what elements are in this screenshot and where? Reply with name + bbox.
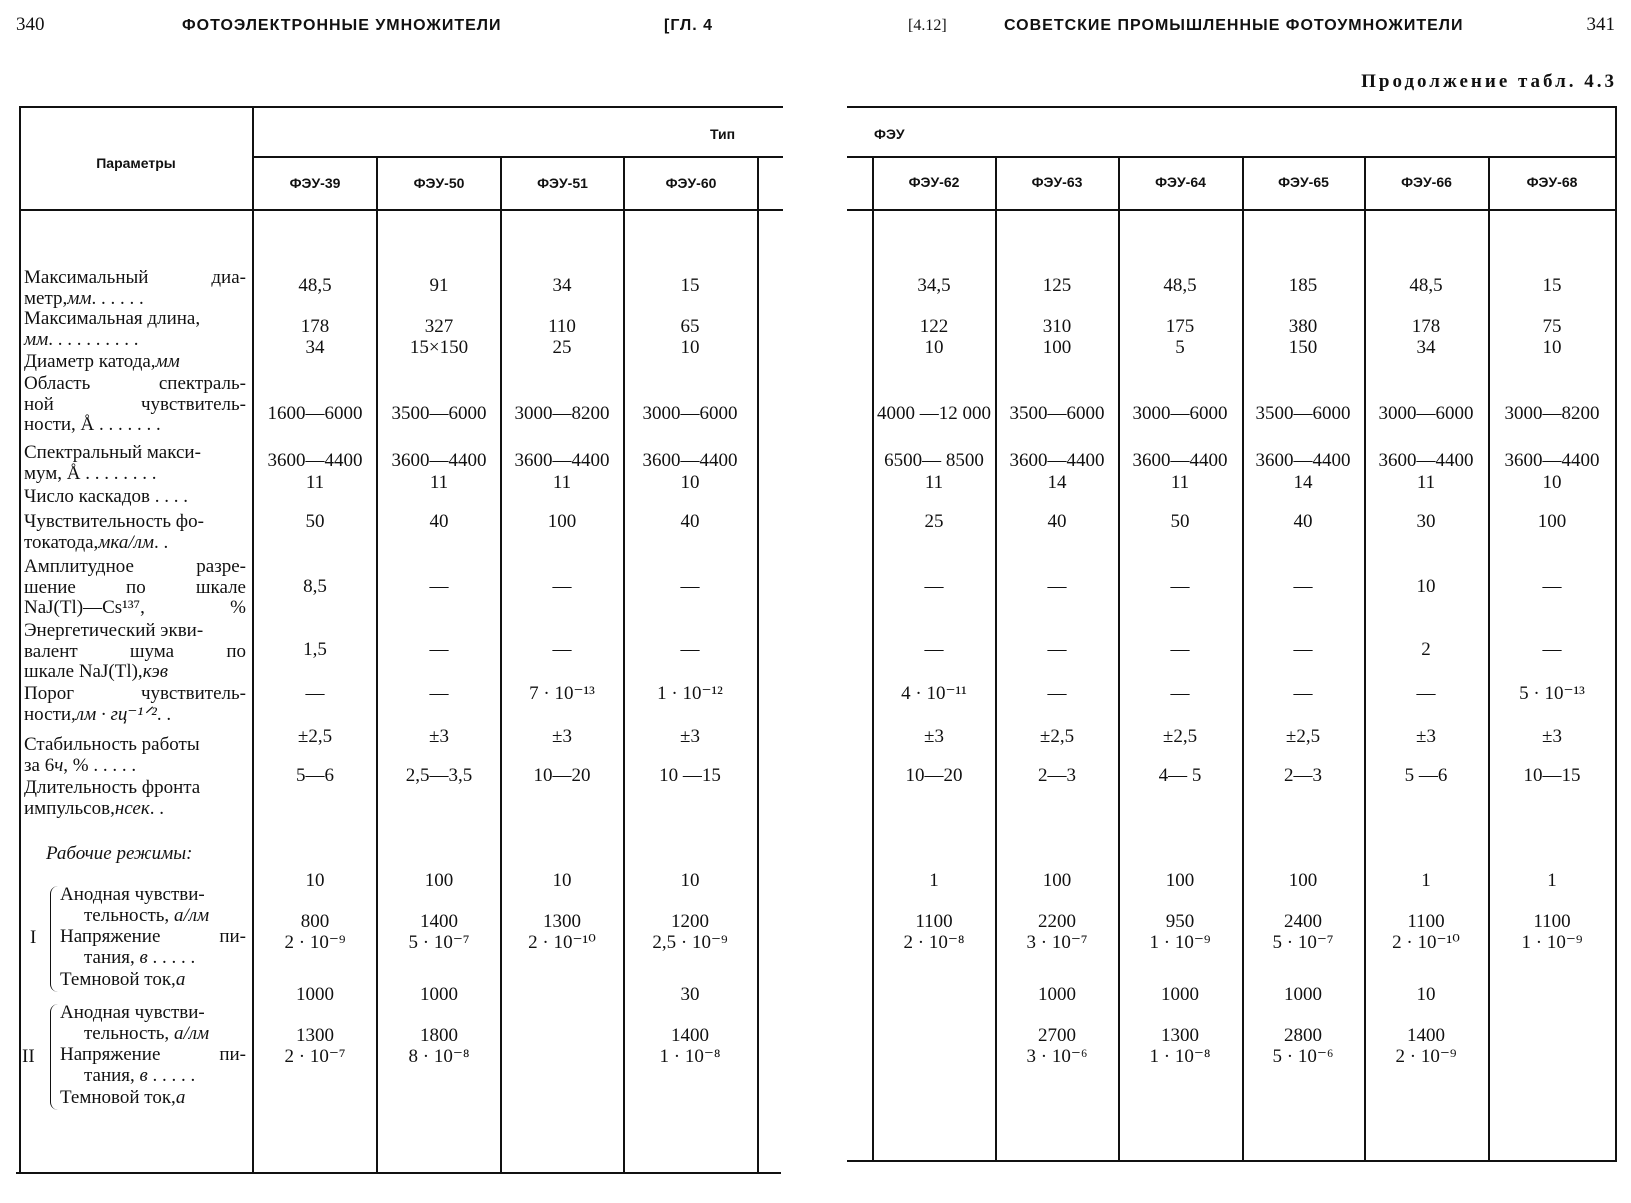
table-cell: 10—15 — [1523, 765, 1581, 786]
column-header: ФЭУ-51 — [537, 175, 588, 191]
column-header: ФЭУ-66 — [1401, 174, 1452, 190]
table-cell: 1000 — [1284, 984, 1322, 1005]
mode-label: I — [30, 927, 37, 948]
table-cell: 327 — [424, 316, 454, 337]
table-cell: 10 — [305, 870, 325, 891]
table-cell: 10 — [1542, 472, 1562, 493]
table-cell: 3600—4400 — [1378, 450, 1474, 471]
table-cell: 2 · 10⁻⁸ — [903, 932, 965, 953]
table-cell: 40 — [1047, 511, 1067, 532]
table-cell: 10 — [552, 870, 572, 891]
table-cell: 5 · 10⁻¹³ — [1519, 683, 1585, 704]
table-cell: — — [1416, 683, 1436, 704]
table-cell: 5 — [1175, 337, 1185, 358]
table-cell: 11 — [429, 472, 449, 493]
table-cell: 34,5 — [917, 275, 951, 296]
table-cell: 125 — [1042, 275, 1072, 296]
table-cell: 2 · 10⁻⁹ — [284, 932, 346, 953]
table-cell: — — [429, 683, 449, 704]
table-cell: 1300 — [543, 911, 581, 932]
table-cell: 14 — [1047, 472, 1067, 493]
header-bottom-rule — [847, 209, 1616, 211]
header-bottom-rule — [19, 209, 783, 211]
table-cell: 100 — [1537, 511, 1567, 532]
table-cell: 4000 —12 000 — [877, 403, 991, 424]
table-cell: 2,5 · 10⁻⁹ — [652, 932, 728, 953]
table-cell: 65 — [680, 316, 700, 337]
param-label: Число каскадов . . . . — [24, 486, 189, 507]
table-cell: 5—6 — [296, 765, 334, 786]
table-cell: 2—3 — [1284, 765, 1322, 786]
col-divider — [623, 156, 625, 1172]
table-cell: 178 — [300, 316, 330, 337]
table-continuation: Продолжение табл. 4.3 — [1361, 71, 1617, 92]
table-cell: 3600—4400 — [1009, 450, 1105, 471]
table-cell: 1800 — [420, 1025, 458, 1046]
param-divider — [252, 106, 254, 1172]
table-cell: 10 — [680, 870, 700, 891]
column-header: ФЭУ-39 — [289, 175, 341, 191]
table-cell: 40 — [429, 511, 449, 532]
param-label: Спектральный макси- мум, Å . . . . . . . . — [24, 442, 201, 484]
col-divider — [500, 156, 502, 1172]
table-cell: 100 — [1165, 870, 1195, 891]
table-cell: 110 — [548, 316, 576, 337]
column-header: ФЭУ-60 — [665, 175, 717, 191]
column-header: ФЭУ-50 — [413, 175, 465, 191]
table-cell: 10 — [1542, 337, 1562, 358]
table-cell: 1000 — [1161, 984, 1199, 1005]
table-cell: 100 — [547, 511, 577, 532]
table-cell: 1 — [1421, 870, 1431, 891]
table-cell: 950 — [1165, 911, 1195, 932]
chapter-ref: [ГЛ. 4 — [664, 17, 714, 34]
table-cell: 10—20 — [905, 765, 963, 786]
col-divider — [757, 156, 759, 1172]
table-cell: 10 — [1416, 576, 1436, 597]
table-cell: 3600—4400 — [391, 450, 487, 471]
table-bottom-rule — [847, 1160, 1616, 1162]
table-cell: ±3 — [429, 726, 449, 747]
brace — [50, 886, 60, 992]
table-cell: 5 · 10⁻⁷ — [408, 932, 470, 953]
table-cell: 2 · 10⁻⁹ — [1395, 1046, 1457, 1067]
page-number-left: 340 — [16, 14, 45, 35]
table-cell: 48,5 — [298, 275, 332, 296]
table-cell: ±2,5 — [1285, 726, 1321, 747]
table-cell: 1 · 10⁻⁹ — [1521, 932, 1583, 953]
table-cell: — — [1047, 576, 1067, 597]
table-top-rule — [847, 106, 1616, 108]
col-divider — [376, 156, 378, 1172]
table-cell: 11 — [924, 472, 944, 493]
table-cell: 4 · 10⁻¹¹ — [901, 683, 967, 704]
table-cell: 15 — [680, 275, 700, 296]
table-cell: 1400 — [420, 911, 458, 932]
param-label: Длительность фронта импульсов, нсек . . — [24, 777, 201, 819]
table-cell: — — [1293, 576, 1313, 597]
table-cell: — — [429, 576, 449, 597]
table-cell: 1300 — [1161, 1025, 1199, 1046]
mode-param-label: Анодная чувстви- тельность, а/лм — [60, 1002, 210, 1044]
table-cell: 3500—6000 — [391, 403, 487, 424]
table-cell: — — [1170, 576, 1190, 597]
table-cell: 2,5—3,5 — [405, 765, 473, 786]
table-cell: 100 — [424, 870, 454, 891]
table-cell: 3600—4400 — [1255, 450, 1351, 471]
column-header: ФЭУ-64 — [1155, 174, 1206, 190]
table-cell: 8 · 10⁻⁸ — [408, 1046, 470, 1067]
table-cell: 10 — [680, 337, 700, 358]
table-cell: — — [429, 639, 449, 660]
table-cell: — — [680, 576, 700, 597]
param-header: Параметры — [96, 155, 176, 171]
table-cell: 122 — [919, 316, 949, 337]
table-left-border — [19, 106, 21, 1172]
table-cell: 3000—6000 — [1378, 403, 1474, 424]
table-cell: 310 — [1042, 316, 1072, 337]
table-cell: 14 — [1293, 472, 1313, 493]
table-cell: 3500—6000 — [1255, 403, 1351, 424]
table-cell: 1100 — [1533, 911, 1571, 932]
table-cell: 3600—4400 — [642, 450, 738, 471]
table-cell: 4— 5 — [1158, 765, 1202, 786]
table-cell: 5 · 10⁻⁶ — [1272, 1046, 1334, 1067]
table-cell: 185 — [1288, 275, 1318, 296]
table-cell: ±2,5 — [1162, 726, 1198, 747]
table-cell: 175 — [1165, 316, 1195, 337]
table-cell: 3600—4400 — [267, 450, 363, 471]
table-cell: 1100 — [1407, 911, 1445, 932]
table-cell: — — [1542, 576, 1562, 597]
table-cell: 100 — [1288, 870, 1318, 891]
table-cell: 91 — [429, 275, 449, 296]
table-cell: 2 · 10⁻⁷ — [284, 1046, 346, 1067]
type-sub-rule — [254, 156, 783, 158]
table-cell: 48,5 — [1409, 275, 1443, 296]
mode-param-label: Темновой ток, а — [60, 969, 186, 990]
table-cell: 34 — [1416, 337, 1436, 358]
left-page — [0, 0, 815, 1203]
table-cell: 10 —15 — [659, 765, 721, 786]
table-cell: 3 · 10⁻⁷ — [1026, 932, 1088, 953]
table-cell: 8,5 — [303, 576, 327, 597]
table-cell: — — [680, 639, 700, 660]
table-cell: 10 — [1416, 984, 1436, 1005]
table-cell: 3600—4400 — [1504, 450, 1600, 471]
param-label: Чувствительность фо- токатода, мка/лм . . — [24, 511, 204, 553]
table-cell: 3600—4400 — [1132, 450, 1228, 471]
column-header: ФЭУ-63 — [1031, 174, 1083, 190]
table-cell: 48,5 — [1163, 275, 1197, 296]
table-cell: 5 —6 — [1404, 765, 1448, 786]
table-cell: 2 · 10⁻¹⁰ — [528, 932, 596, 953]
table-cell: 34 — [552, 275, 572, 296]
table-cell: 3000—8200 — [1504, 403, 1600, 424]
mode-param-label: Напряжение пи- тания, в . . . . . — [60, 1044, 246, 1086]
mode-label: II — [22, 1046, 35, 1067]
table-cell: ±3 — [552, 726, 572, 747]
table-cell: — — [1047, 639, 1067, 660]
column-header: ФЭУ-68 — [1526, 174, 1578, 190]
param-label: Максимальная длина, мм . . . . . . . . . . — [24, 308, 201, 350]
table-cell: 1 · 10⁻⁸ — [1149, 1046, 1211, 1067]
table-cell: 1000 — [296, 984, 334, 1005]
table-cell: 11 — [552, 472, 572, 493]
table-cell: 380 — [1288, 316, 1318, 337]
column-header: ФЭУ-65 — [1278, 174, 1329, 190]
table-cell: 11 — [1170, 472, 1190, 493]
running-title-right: СОВЕТСКИЕ ПРОМЫШЛЕННЫЕ ФОТОУМНОЖИТЕЛИ — [1004, 17, 1464, 34]
type-header: ФЭУ — [874, 126, 905, 142]
table-cell: 2 — [1421, 639, 1431, 660]
table-cell: 11 — [305, 472, 325, 493]
table-cell: 50 — [305, 511, 325, 532]
table-cell: 1200 — [671, 911, 709, 932]
table-cell: 2 · 10⁻¹⁰ — [1392, 932, 1460, 953]
param-label: Диаметр катода, мм — [24, 351, 180, 372]
table-cell: 1600—6000 — [267, 403, 363, 424]
table-cell: 25 — [924, 511, 944, 532]
table-cell: 1000 — [420, 984, 458, 1005]
table-bottom-rule — [16, 1172, 781, 1174]
param-label: Стабильность работы за 6 ч , % . . . . . — [24, 734, 200, 776]
mode-param-label: Анодная чувстви- тельность, а/лм — [60, 884, 210, 926]
table-cell: 1400 — [671, 1025, 709, 1046]
table-cell: — — [305, 683, 325, 704]
table-cell: 10 — [680, 472, 700, 493]
type-sub-rule — [847, 156, 1616, 158]
table-cell: 2400 — [1284, 911, 1322, 932]
table-cell: — — [1170, 639, 1190, 660]
param-label: Амплитудное разре- шение по шкале NaJ(Tl)—Cs¹³⁷, % — [24, 556, 246, 619]
table-cell: 7 · 10⁻¹³ — [529, 683, 595, 704]
table-cell: 15 — [1542, 275, 1562, 296]
table-cell: ±3 — [1416, 726, 1436, 747]
table-cell: 2200 — [1038, 911, 1076, 932]
table-cell: 178 — [1411, 316, 1441, 337]
running-title-left: ФОТОЭЛЕКТРОННЫЕ УМНОЖИТЕЛИ — [182, 17, 502, 34]
table-cell: 40 — [680, 511, 700, 532]
table-cell: 34 — [305, 337, 325, 358]
table-cell: 30 — [680, 984, 700, 1005]
table-cell: 2—3 — [1038, 765, 1076, 786]
param-label: Порог чувствитель- ности, лм · гц⁻¹ᐟ² . . — [24, 683, 246, 725]
table-cell: 100 — [1042, 337, 1072, 358]
table-cell: 2700 — [1038, 1025, 1076, 1046]
table-cell: 3500—6000 — [1009, 403, 1105, 424]
section-label: Рабочие режимы: — [46, 843, 193, 864]
table-cell: 10—20 — [533, 765, 591, 786]
table-cell: 1 · 10⁻⁸ — [659, 1046, 721, 1067]
table-cell: 40 — [1293, 511, 1313, 532]
right-page — [815, 0, 1631, 1203]
table-cell: ±3 — [1542, 726, 1562, 747]
table-top-rule — [19, 106, 783, 108]
param-label: Максимальный диа- метр, мм . . . . . . — [24, 267, 246, 309]
type-header: Тип — [710, 126, 736, 142]
param-label: Область спектраль- ной чувствитель- ности, Å . . . . . . . — [24, 373, 246, 436]
table-cell: 100 — [1042, 870, 1072, 891]
table-cell: 11 — [1416, 472, 1436, 493]
table-cell: — — [1047, 683, 1067, 704]
table-cell: 50 — [1170, 511, 1190, 532]
table-right-border — [1615, 106, 1617, 1162]
table-cell: ±3 — [924, 726, 944, 747]
table-cell: 1 — [1547, 870, 1557, 891]
brace — [50, 1004, 60, 1110]
table-cell: 1100 — [915, 911, 953, 932]
mode-param-label: Напряжение пи- тания, в . . . . . — [60, 926, 246, 968]
table-cell: 1400 — [1407, 1025, 1445, 1046]
table-cell: 3000—6000 — [1132, 403, 1228, 424]
table-cell: 6500— 8500 — [884, 450, 984, 471]
table-cell: 150 — [1288, 337, 1318, 358]
table-cell: — — [924, 576, 944, 597]
table-cell: 2800 — [1284, 1025, 1322, 1046]
table-cell: 30 — [1416, 511, 1436, 532]
table-cell: 10 — [924, 337, 944, 358]
table-cell: 25 — [552, 337, 572, 358]
table-cell: ±3 — [680, 726, 700, 747]
table-cell: — — [552, 576, 572, 597]
table-cell: 3 · 10⁻⁶ — [1026, 1046, 1088, 1067]
table-cell: — — [1542, 639, 1562, 660]
table-cell: 3600—4400 — [514, 450, 610, 471]
table-cell: ±2,5 — [1039, 726, 1075, 747]
section-ref: [4.12] — [908, 17, 947, 34]
page-number-right: 341 — [1586, 14, 1615, 35]
table-cell: 1000 — [1038, 984, 1076, 1005]
table-cell: 1 · 10⁻¹² — [657, 683, 723, 704]
table-cell: ±2,5 — [297, 726, 333, 747]
table-cell: 1 — [929, 870, 939, 891]
table-cell: 1300 — [296, 1025, 334, 1046]
table-cell: 15×150 — [409, 337, 469, 358]
table-cell: — — [1293, 683, 1313, 704]
table-cell: — — [1293, 639, 1313, 660]
table-cell: — — [924, 639, 944, 660]
table-cell: — — [1170, 683, 1190, 704]
table-cell: 3000—6000 — [642, 403, 738, 424]
table-cell: 800 — [300, 911, 330, 932]
table-cell: 1,5 — [303, 639, 327, 660]
param-label: Энергетический экви- валент шума по шкале NaJ(Tl), кэв — [24, 620, 246, 683]
table-cell: 1 · 10⁻⁹ — [1149, 932, 1211, 953]
table-cell: 3000—8200 — [514, 403, 610, 424]
column-header: ФЭУ-62 — [908, 174, 960, 190]
mode-param-label: Темновой ток, а — [60, 1087, 186, 1108]
table-cell: — — [552, 639, 572, 660]
table-cell: 75 — [1542, 316, 1562, 337]
table-cell: 5 · 10⁻⁷ — [1272, 932, 1334, 953]
